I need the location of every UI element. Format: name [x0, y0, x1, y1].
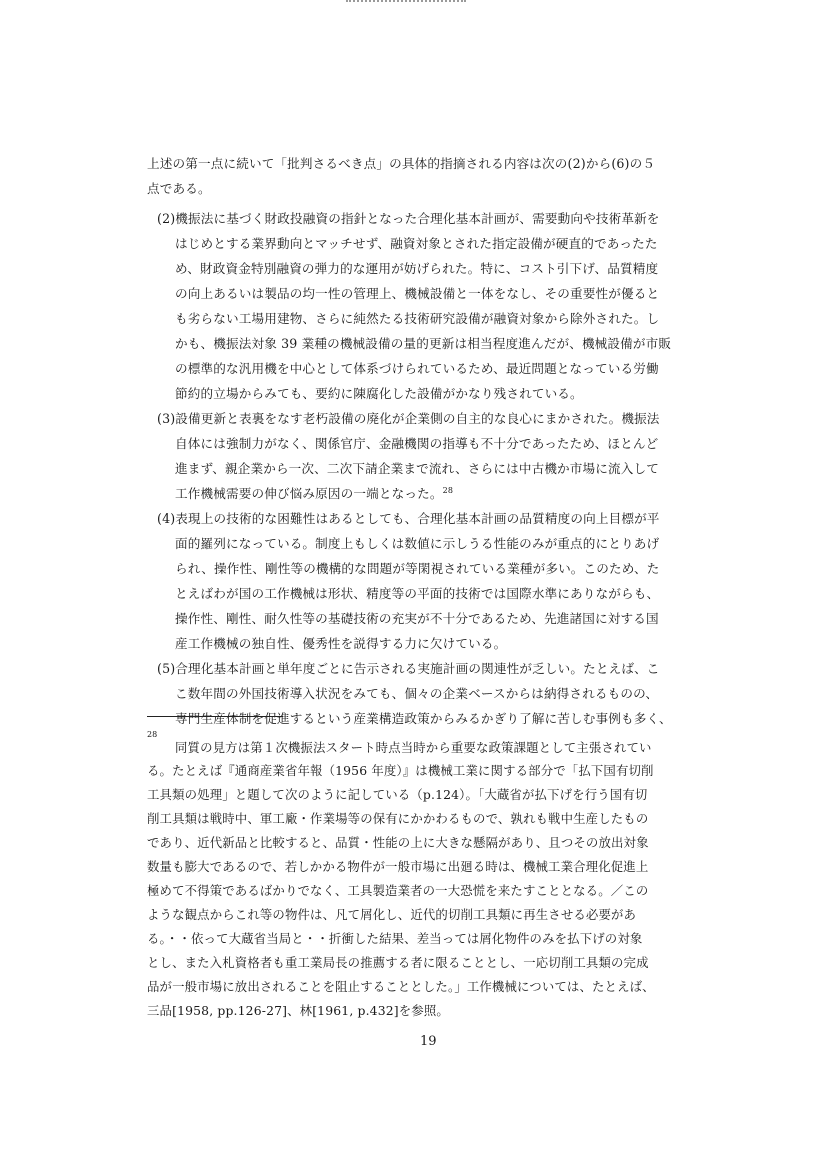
body-line: 産工作機械の独自性、優秀性を説得する力に欠けている。: [175, 636, 507, 651]
body-line: (5)合理化基本計画と単年度ごとに告示される実施計画の関連性が乏しい。たとえば、こ: [157, 661, 660, 676]
body-line: かも、機振法対象 39 業種の機械設備の量的更新は相当程度進んだが、機械設備が市販: [175, 336, 672, 351]
body-line: め、財政資金特別融資の弾力的な運用が妨げられた。特に、コスト引下げ、品質精度: [175, 261, 659, 276]
footnote-line: 品が一般市場に放出されることを阻止することとした。」工作機械については、たとえば、: [147, 979, 655, 994]
body-line: 面的羅列になっている。制度上もしくは数値に示しうる性能のみが重点的にとりあげ: [175, 536, 660, 551]
header-rule: [346, 0, 466, 8]
footnote-line: 同質の見方は第１次機振法スタート時点当時から重要な政策課題として主張されてい: [175, 740, 652, 755]
footnote-line: 工具類の処理」と題して次のように記している（p.124）。「大蔵省が払下げを行う国有切: [147, 787, 648, 802]
body-line: 上述の第一点に続いて「批判さるべき点」の具体的指摘される内容は次の(2)から(6)の５: [147, 156, 656, 171]
footnote-marker: 28: [147, 730, 158, 739]
footnote-line: 三品[1958, pp.126-27]、林[1961, p.432]を参照。: [147, 1003, 449, 1018]
body-line: 専門生産体制を促進するという産業構造政策からみるかぎり了解に苦しむ事例も多く、: [175, 711, 672, 726]
body-line: の標準的な汎用機を中心として体系づけられているため、最近問題となっている労働: [175, 361, 659, 376]
body-line: [175, 486, 453, 502]
body-line: られ、操作性、剛性等の機構的な問題が等閑視されている業種が多い。このため、た: [175, 561, 660, 576]
body-line-text: 工作機械需要の伸び悩み原因の一端となった。: [175, 486, 443, 501]
footnote-line: であり、近代新品と比較すると、品質・性能の上に大きな懸隔があり、且つその放出対象: [147, 835, 649, 850]
body-line: も劣らない工場用建物、さらに純然たる技術研究設備が融資対象から除外された。し: [175, 311, 660, 326]
footnote-separator: [147, 716, 283, 717]
footnote-line: る。・・依って大蔵省当局と・・折衝した結果、差当っては屑化物件のみを払下げの対象: [147, 931, 643, 946]
footnote-line: ような観点からこれ等の物件は、凡て屑化し、近代的切削工具類に再生させる必要があ: [147, 907, 637, 922]
body-line: の向上あるいは製品の均一性の管理上、機械設備と一体をなし、その重要性が優ると: [175, 286, 660, 301]
footnote-line: 削工具類は戦時中、軍工廠・作業場等の保有にかかわるもので、孰れも戦中生産したもの: [147, 811, 649, 826]
body-line: 進まず、親企業から一次、二次下請企業まで流れ、さらには中古機か市場に流入して: [175, 461, 660, 476]
body-line: 操作性、剛性、耐久性等の基礎技術の充実が不十分であるため、先進諸国に対する国: [175, 611, 659, 626]
body-line: (4)表現上の技術的な困難性はあるとしても、合理化基本計画の品質精度の向上目標が平: [157, 511, 660, 526]
body-line: とえばわが国の工作機械は形状、精度等の平面的技術では国際水準にありながらも、: [175, 586, 660, 601]
footnote-line: とし、また入札資格者も重工業局長の推薦する者に限ることとし、一応切削工具類の完成: [147, 955, 649, 970]
footnote-line: 極めて不得策であるばかりでなく、工具製造業者の一大恐慌を来たすこととなる。／この: [147, 883, 649, 898]
footnote-line: る。たとえば『通商産業省年報（1956 年度）』は機械工業に関する部分で「払下国有切削: [147, 763, 654, 778]
body-line: はじめとする業界動向とマッチせず、融資対象とされた指定設備が硬直的であったた: [175, 236, 658, 251]
body-line: 節約的立場からみても、要約に陳腐化した設備がかなり残されている。: [175, 386, 583, 401]
footnote-reference: 28: [442, 485, 454, 495]
footnote-line: 数量も膨大であるので、若しかかる物件が一般市場に出廻る時は、機械工業合理化促進上: [147, 859, 649, 874]
body-line: 点である。: [147, 181, 211, 196]
body-line: 自体には強制力がなく、関係官庁、金融機関の指導も不十分であったため、ほとんど: [175, 436, 659, 451]
body-line: (2)機振法に基づく財政投融資の指針となった合理化基本計画が、需要動向や技術革新を: [157, 211, 660, 226]
body-line: (3)設備更新と表裏をなす老朽設備の廃化が企業側の自主的な良心にまかされた。機振法: [157, 411, 660, 426]
page-number: 19: [420, 1034, 437, 1049]
body-line: こ数年間の外国技術導入状況をみても、個々の企業ベースからは納得されるものの、: [175, 686, 659, 701]
